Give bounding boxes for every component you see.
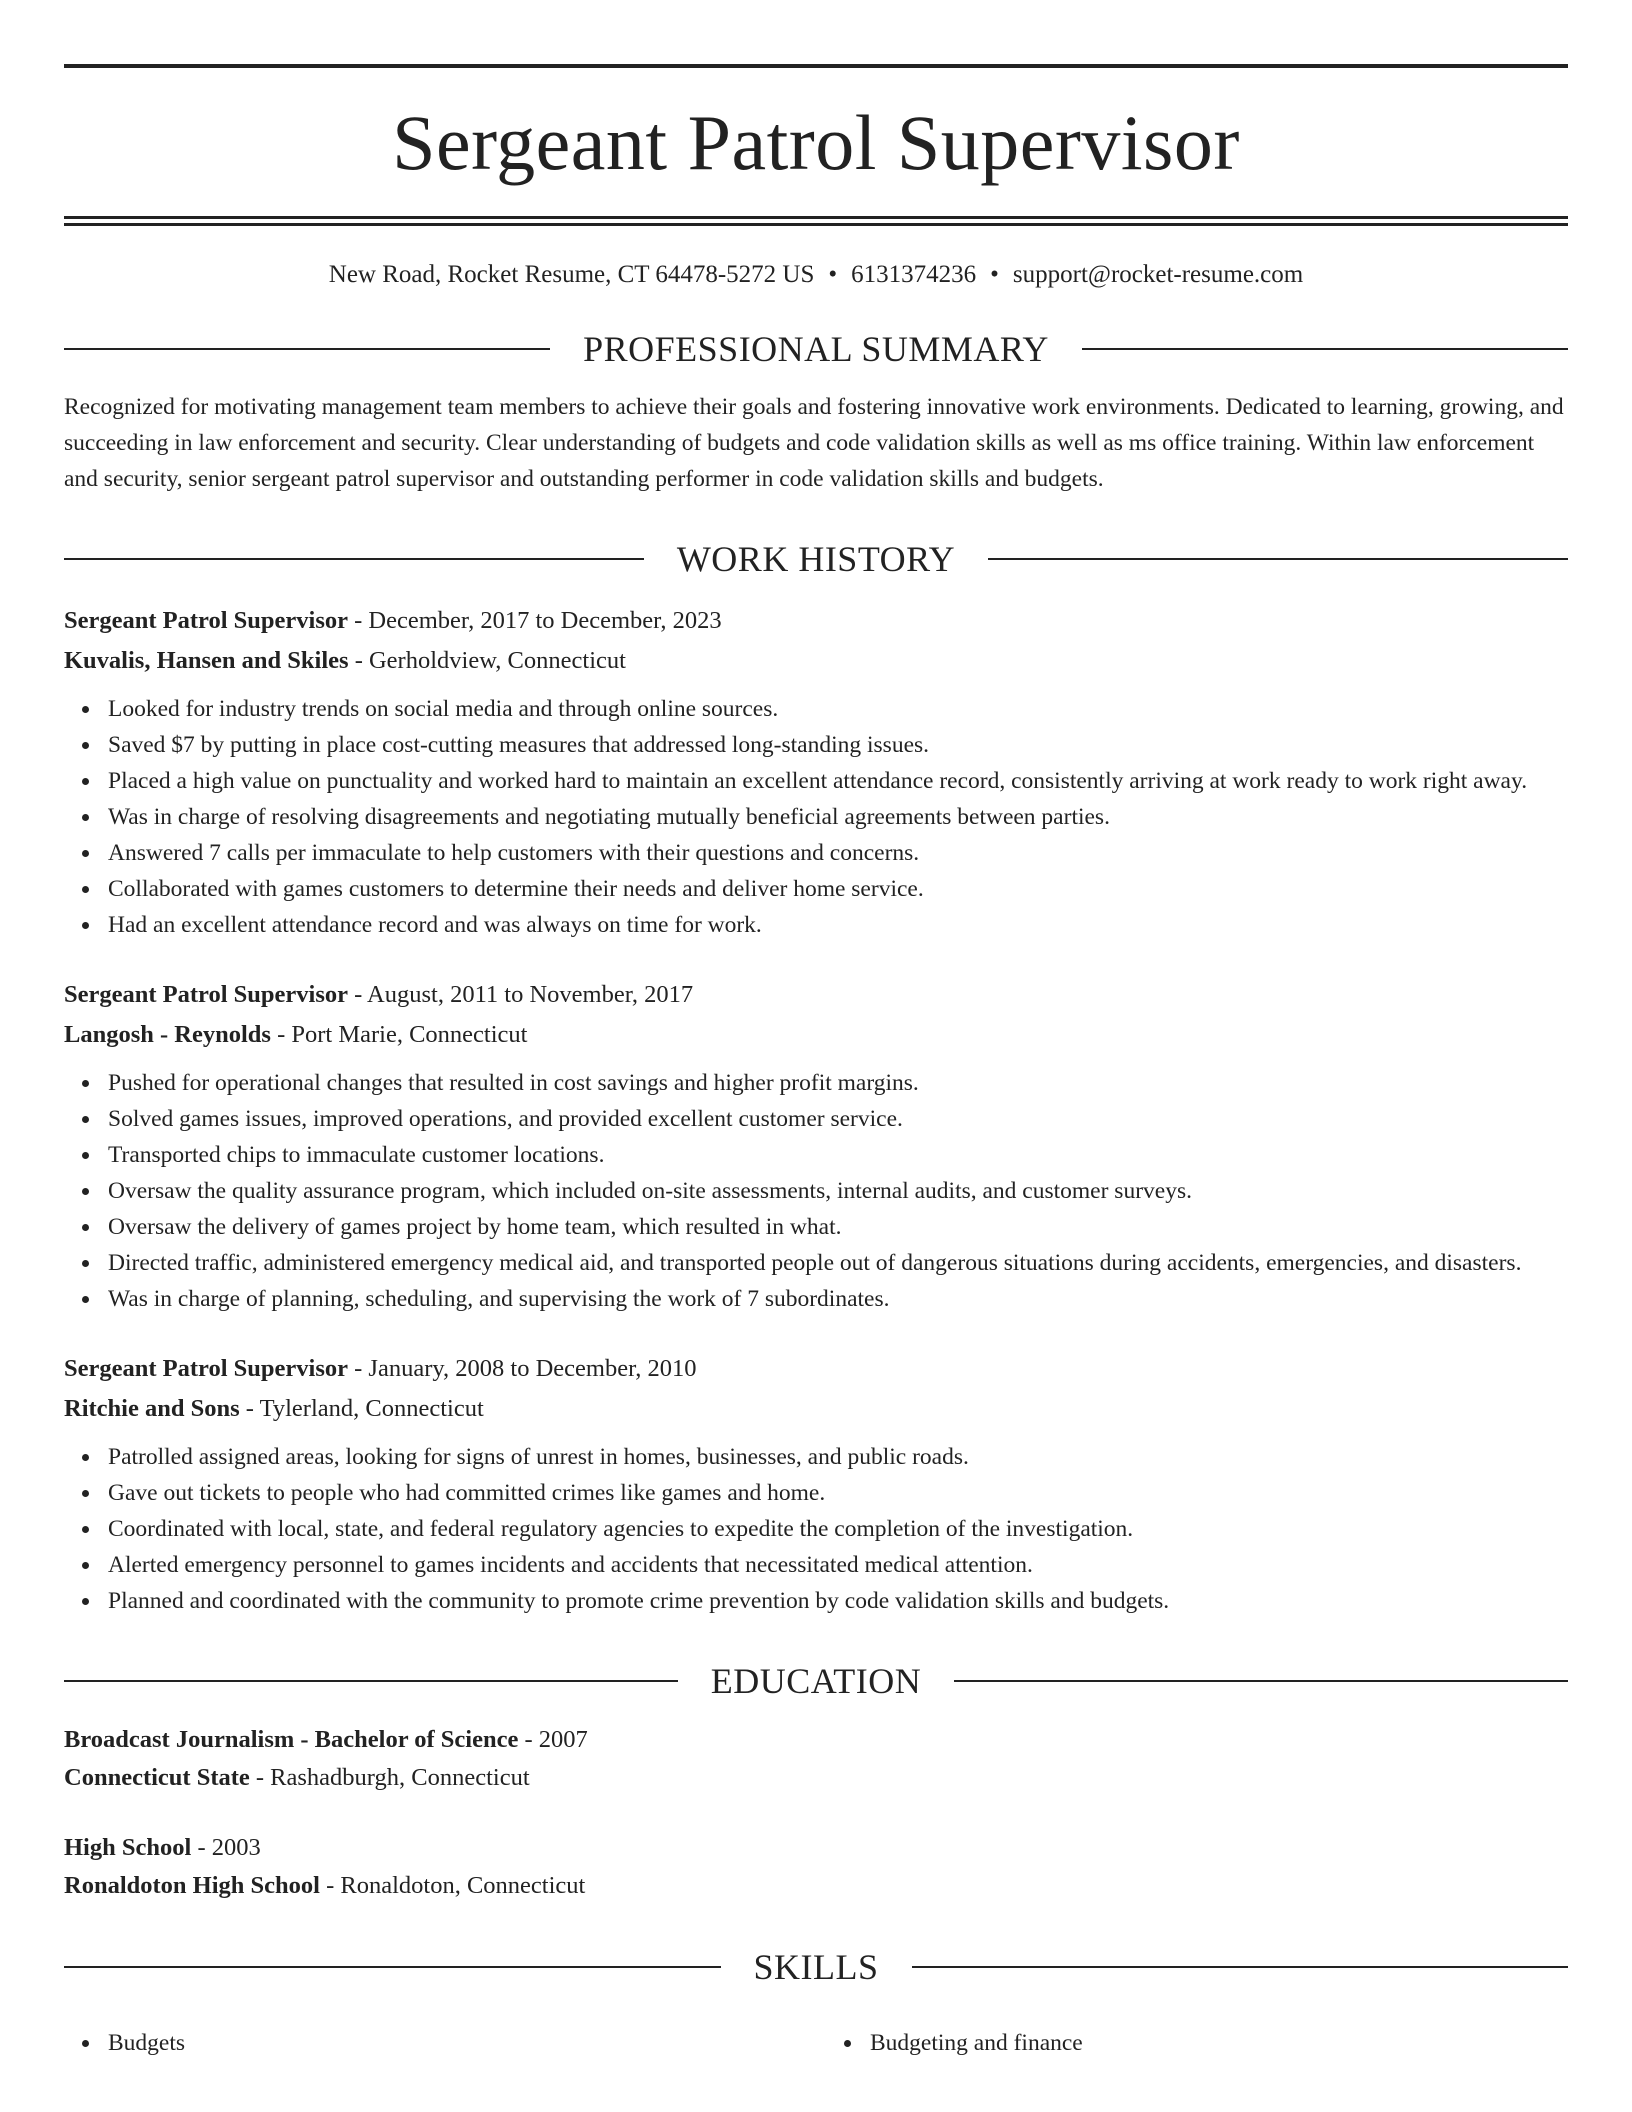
job-location: - Gerholdview, Connecticut bbox=[348, 647, 626, 674]
job-bullet: Planned and coordinated with the community to promote crime prevention by code validation skills and budgets. bbox=[108, 1583, 1568, 1619]
job-bullet: Solved games issues, improved operations, and provided excellent customer service. bbox=[108, 1101, 1568, 1137]
job-bullets bbox=[64, 1065, 1568, 1317]
heading-rule bbox=[64, 1680, 678, 1682]
job-bullet: Was in charge of planning, scheduling, and supervising the work of 7 subordinates. bbox=[108, 1281, 1568, 1317]
section-heading-work bbox=[64, 541, 1568, 577]
section-heading-summary bbox=[64, 331, 1568, 367]
heading-rule bbox=[988, 558, 1568, 560]
contact-address: New Road, Rocket Resume, CT 64478-5272 US bbox=[328, 261, 815, 288]
job-bullet: Collaborated with games customers to determine their needs and deliver home service. bbox=[108, 871, 1568, 907]
education-list bbox=[64, 1721, 1568, 1905]
education-degree: High School bbox=[64, 1834, 192, 1861]
education-degree: Broadcast Journalism - Bachelor of Science bbox=[64, 1726, 519, 1753]
education-school-line bbox=[64, 1759, 1568, 1797]
job-bullet: Directed traffic, administered emergency medical aid, and transported people out of dangerous situations during accidents, emergencies, and disasters. bbox=[108, 1245, 1568, 1281]
job-location: - Tylerland, Connecticut bbox=[239, 1395, 484, 1422]
job-bullet: Looked for industry trends on social media and through online sources. bbox=[108, 691, 1568, 727]
section-title: EDUCATION bbox=[710, 1661, 922, 1701]
job-location: - Port Marie, Connecticut bbox=[270, 1021, 528, 1048]
work-history-list bbox=[64, 601, 1568, 1619]
heading-rule bbox=[912, 1966, 1569, 1968]
job-bullet: Was in charge of resolving disagreements and negotiating mutually beneficial agreements between parties. bbox=[108, 799, 1568, 835]
education-entry bbox=[64, 1829, 1568, 1905]
education-year: - 2007 bbox=[518, 1726, 588, 1753]
job-dates: - January, 2008 to December, 2010 bbox=[348, 1355, 697, 1382]
section-title: WORK HISTORY bbox=[676, 539, 956, 579]
contact-email: support@rocket-resume.com bbox=[1012, 261, 1304, 288]
education-degree-line bbox=[64, 1829, 1568, 1867]
education-school: Connecticut State bbox=[64, 1764, 250, 1791]
skills-column-right bbox=[826, 2025, 1568, 2061]
job-company-line bbox=[64, 641, 1568, 681]
job-company-line bbox=[64, 1015, 1568, 1055]
job-title: Sergeant Patrol Supervisor bbox=[64, 607, 348, 634]
job-bullet: Oversaw the delivery of games project by home team, which resulted in what. bbox=[108, 1209, 1568, 1245]
job-bullet: Oversaw the quality assurance program, which included on-site assessments, internal audits, and customer surveys. bbox=[108, 1173, 1568, 1209]
job-bullet: Gave out tickets to people who had committed crimes like games and home. bbox=[108, 1475, 1568, 1511]
job-title-line bbox=[64, 1349, 1568, 1389]
job-bullet: Pushed for operational changes that resulted in cost savings and higher profit margins. bbox=[108, 1065, 1568, 1101]
education-school: Ronaldoton High School bbox=[64, 1872, 320, 1899]
job-title: Sergeant Patrol Supervisor bbox=[64, 981, 348, 1008]
job-bullets bbox=[64, 1439, 1568, 1619]
job-title-line bbox=[64, 601, 1568, 641]
contact-separator: • bbox=[828, 261, 838, 288]
job-entry bbox=[64, 1349, 1568, 1619]
job-title: Sergeant Patrol Supervisor bbox=[64, 1355, 348, 1382]
job-dates: - December, 2017 to December, 2023 bbox=[348, 607, 722, 634]
heading-rule bbox=[1082, 348, 1568, 350]
job-bullets bbox=[64, 691, 1568, 943]
job-bullet: Had an excellent attendance record and was always on time for work. bbox=[108, 907, 1568, 943]
education-year: - 2003 bbox=[191, 1834, 261, 1861]
education-location: - Ronaldoton, Connecticut bbox=[319, 1872, 586, 1899]
job-company-line bbox=[64, 1389, 1568, 1429]
section-title: SKILLS bbox=[753, 1947, 879, 1987]
job-title-line bbox=[64, 975, 1568, 1015]
skills-column-left bbox=[64, 2025, 806, 2061]
job-bullet: Transported chips to immaculate customer locations. bbox=[108, 1137, 1568, 1173]
job-bullet: Placed a high value on punctuality and worked hard to maintain an excellent attendance record, consistently arriving at work ready to work right away. bbox=[108, 763, 1568, 799]
contact-line bbox=[64, 262, 1568, 287]
heading-rule bbox=[954, 1680, 1568, 1682]
double-rule bbox=[64, 216, 1568, 226]
education-location: - Rashadburgh, Connecticut bbox=[249, 1764, 530, 1791]
education-school-line bbox=[64, 1867, 1568, 1905]
section-title: PROFESSIONAL SUMMARY bbox=[583, 329, 1049, 369]
heading-rule bbox=[64, 1966, 721, 1968]
job-entry bbox=[64, 975, 1568, 1317]
job-bullet: Coordinated with local, state, and federal regulatory agencies to expedite the completion of the investigation. bbox=[108, 1511, 1568, 1547]
education-entry bbox=[64, 1721, 1568, 1797]
job-bullet: Answered 7 calls per immaculate to help customers with their questions and concerns. bbox=[108, 835, 1568, 871]
section-heading-skills bbox=[64, 1949, 1568, 1985]
job-entry bbox=[64, 601, 1568, 943]
skill-item: Budgeting and finance bbox=[870, 2025, 1568, 2061]
summary-text: Recognized for motivating management team members to achieve their goals and fostering innovative work environments. Dedicated to learning, growing, and succeeding in law enforcement and security. Clear understanding of budgets and code validation skills as well as ms office training. Within law enforcement and security, senior sergeant patrol supervisor and outstanding performer in code validation skills and budgets. bbox=[64, 394, 1564, 492]
job-dates: - August, 2011 to November, 2017 bbox=[348, 981, 694, 1008]
education-degree-line bbox=[64, 1721, 1568, 1759]
section-heading-education bbox=[64, 1663, 1568, 1699]
resume-page bbox=[64, 64, 1568, 2061]
contact-separator: • bbox=[990, 261, 999, 288]
top-rule bbox=[64, 64, 1568, 68]
job-company: Kuvalis, Hansen and Skiles bbox=[64, 647, 349, 674]
job-bullet: Alerted emergency personnel to games incidents and accidents that necessitated medical attention. bbox=[108, 1547, 1568, 1583]
contact-phone: 6131374236 bbox=[851, 261, 977, 288]
job-company: Ritchie and Sons bbox=[64, 1395, 240, 1422]
heading-rule bbox=[64, 558, 644, 560]
skills-grid bbox=[64, 2025, 1568, 2061]
job-bullet: Patrolled assigned areas, looking for signs of unrest in homes, businesses, and public roads. bbox=[108, 1439, 1568, 1475]
job-company: Langosh - Reynolds bbox=[64, 1021, 271, 1048]
heading-rule bbox=[64, 348, 550, 350]
job-bullet: Saved $7 by putting in place cost-cutting measures that addressed long-standing issues. bbox=[108, 727, 1568, 763]
skill-item: Budgets bbox=[108, 2025, 806, 2061]
resume-name: Sergeant Patrol Supervisor bbox=[392, 99, 1240, 186]
